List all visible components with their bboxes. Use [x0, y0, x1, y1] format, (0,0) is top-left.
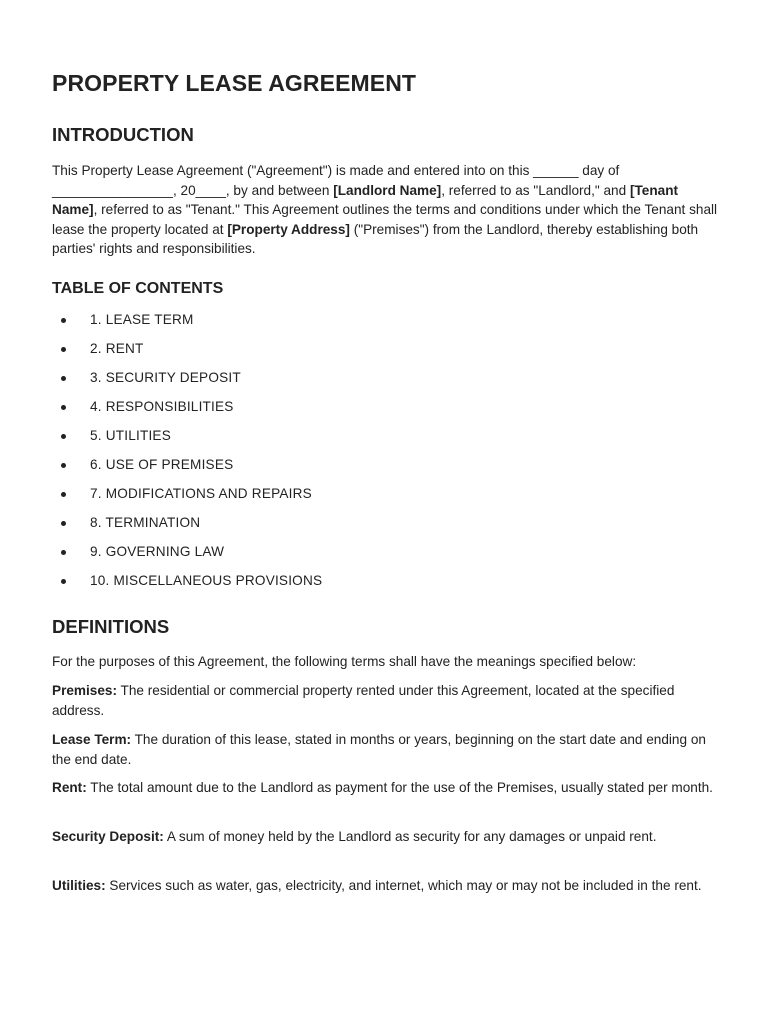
bullet-icon: [61, 376, 66, 381]
bullet-icon: [61, 521, 66, 526]
toc-item: 6. USE OF PREMISES: [52, 455, 322, 484]
definition-term: Premises:: [52, 683, 117, 698]
toc-item: 1. LEASE TERM: [52, 310, 322, 339]
definitions-intro: For the purposes of this Agreement, the following terms shall have the meanings specified below:: [52, 654, 637, 669]
bullet-icon: [61, 318, 66, 323]
bullet-icon: [61, 463, 66, 468]
definition-term: Rent:: [52, 780, 87, 795]
definition-rent: Rent: The total amount due to the Landlord as payment for the use of the Premises, usually stated per month.: [52, 780, 713, 795]
definition-utilities: Utilities: Services such as water, gas, electricity, and internet, which may or may not be included in the rent.: [52, 878, 702, 893]
definition-security-deposit: Security Deposit: A sum of money held by the Landlord as security for any damages or unpaid rent.: [52, 829, 657, 844]
toc-item: 2. RENT: [52, 339, 322, 368]
definitions-heading: DEFINITIONS: [52, 616, 170, 637]
bullet-icon: [61, 550, 66, 555]
definition-premises: Premises: The residential or commercial property rented under this Agreement, located at the specified address.: [52, 683, 675, 718]
document-title: PROPERTY LEASE AGREEMENT: [52, 70, 417, 96]
tenant-name-placeholder: [Tenant Name]: [52, 182, 679, 217]
introduction-heading: INTRODUCTION: [52, 124, 194, 145]
toc-heading: TABLE OF CONTENTS: [52, 280, 224, 297]
bullet-icon: [61, 492, 66, 497]
toc-list: [52, 310, 322, 600]
bullet-icon: [61, 347, 66, 352]
toc-item: 9. GOVERNING LAW: [52, 542, 322, 571]
toc-item: 7. MODIFICATIONS AND REPAIRS: [52, 484, 322, 513]
toc-item: 8. TERMINATION: [52, 513, 322, 542]
property-address-placeholder: [Property Address]: [227, 221, 350, 237]
toc-item: 3. SECURITY DEPOSIT: [52, 368, 322, 397]
bullet-icon: [61, 434, 66, 439]
bullet-icon: [61, 405, 66, 410]
bullet-icon: [61, 579, 66, 584]
definition-term: Utilities:: [52, 878, 106, 893]
introduction-paragraph: This Property Lease Agreement ("Agreement") is made and entered into on this ______ day of ________________, 20____, by and between [Landlord Name], referred to as "Landlord," and [Tenant Name], referred to as "Tenant." This Agreement outlines the terms and conditions under which the Tenant shall lease the property located at [Property Address] ("Premises") from the Landlord, thereby establishing both parties' rights and responsibilities.: [52, 163, 718, 256]
definition-lease-term: Lease Term: The duration of this lease, stated in months or years, beginning on the start date and ending on the end date.: [52, 732, 706, 767]
definition-term: Lease Term:: [52, 732, 132, 747]
toc-item: 5. UTILITIES: [52, 426, 322, 455]
definition-term: Security Deposit:: [52, 829, 164, 844]
toc-item: 10. MISCELLANEOUS PROVISIONS: [52, 571, 322, 600]
toc-item: 4. RESPONSIBILITIES: [52, 397, 322, 426]
landlord-name-placeholder: [Landlord Name]: [333, 182, 442, 198]
